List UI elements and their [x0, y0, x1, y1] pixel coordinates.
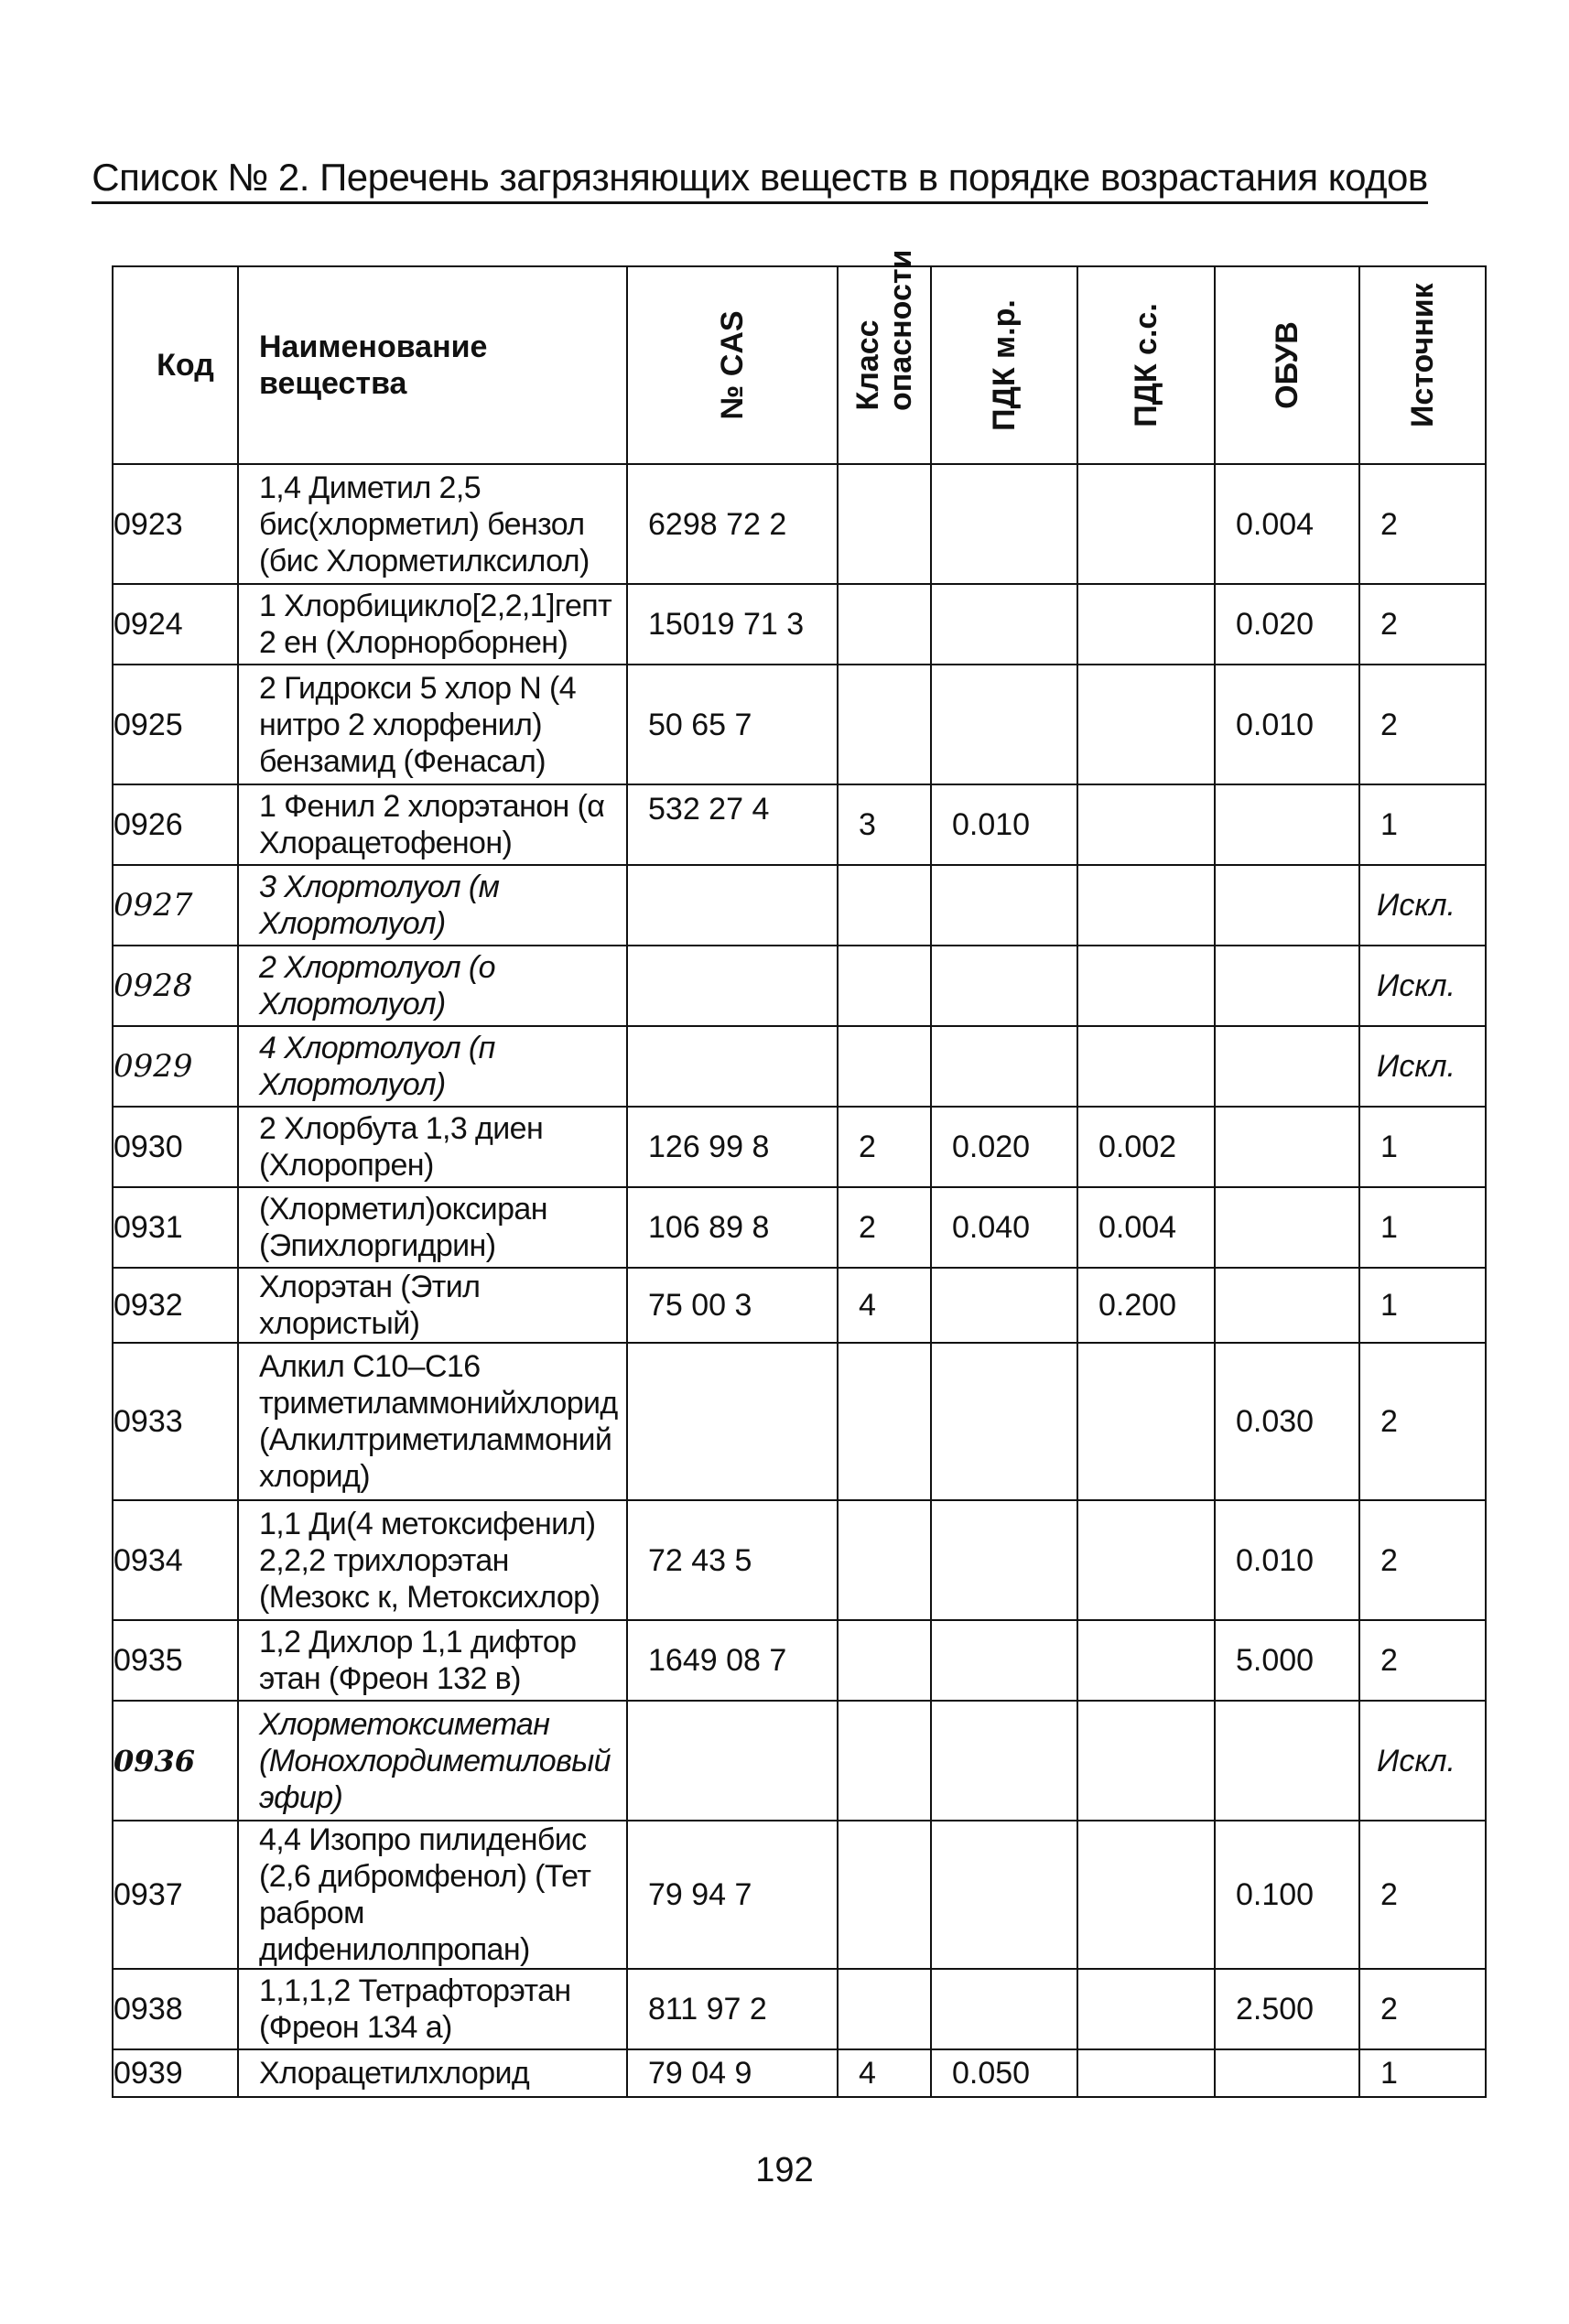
- row-source: 2: [1359, 1500, 1486, 1620]
- substances-table: [112, 249, 1487, 2098]
- row-name: 2 Хлорбута 1,3 диен (Хлоропрен): [238, 1107, 627, 1187]
- header-source-label: Источник: [1405, 283, 1440, 427]
- row-obuv: 2.500: [1215, 1969, 1359, 2049]
- row-pdk-mr: [931, 1969, 1077, 2049]
- row-code: 0932: [113, 1268, 238, 1343]
- row-code: 0938: [113, 1969, 238, 2049]
- row-source: Искл.: [1359, 865, 1486, 946]
- row-obuv: [1215, 1026, 1359, 1107]
- row-cas: 811 97 2: [627, 1969, 838, 2049]
- row-pdk-ss: 0.002: [1077, 1107, 1215, 1187]
- table-row: [113, 1821, 1486, 1969]
- row-cas: 106 89 8: [627, 1187, 838, 1268]
- row-name: 1,4 Диметил 2,5 бис(хлорметил) бензол (бис Хлорметилксилол): [238, 464, 627, 584]
- header-code: Код: [113, 266, 238, 464]
- row-name: 2 Гидрокси 5 хлор N (4 нитро 2 хлорфенил) бензамид (Фенасал): [238, 665, 627, 784]
- title-divider: [92, 201, 1428, 204]
- row-source: 1: [1359, 784, 1486, 865]
- row-pdk-ss: 0.200: [1077, 1268, 1215, 1343]
- row-code: 0939: [113, 2049, 238, 2097]
- row-pdk-ss: [1077, 1701, 1215, 1821]
- row-hazard: 4: [838, 1268, 931, 1343]
- row-obuv: 0.010: [1215, 1500, 1359, 1620]
- row-pdk-mr: [931, 1500, 1077, 1620]
- header-pdk-mr-label: ПДК м.р.: [987, 299, 1022, 431]
- row-pdk-ss: [1077, 1343, 1215, 1500]
- row-name: Хлорацетилхлорид: [238, 2049, 627, 2097]
- row-obuv: [1215, 1701, 1359, 1821]
- table-row: [113, 865, 1486, 946]
- header-hazard-label: [850, 249, 918, 411]
- row-pdk-mr: [931, 1620, 1077, 1701]
- row-source: 2: [1359, 1343, 1486, 1500]
- table-row: [113, 1701, 1486, 1821]
- row-pdk-ss: [1077, 784, 1215, 865]
- table-row: [113, 1500, 1486, 1620]
- row-hazard: 2: [838, 1187, 931, 1268]
- row-obuv: [1215, 2049, 1359, 2097]
- row-hazard: [838, 865, 931, 946]
- header-cas-label: № CAS: [715, 310, 750, 420]
- row-name: (Хлорметил)оксиран (Эпихлоргидрин): [238, 1187, 627, 1268]
- table-row: [113, 784, 1486, 865]
- row-source: 1: [1359, 2049, 1486, 2097]
- row-pdk-mr: [931, 665, 1077, 784]
- row-code: 0931: [113, 1187, 238, 1268]
- row-obuv: 5.000: [1215, 1620, 1359, 1701]
- row-cas: 126 99 8: [627, 1107, 838, 1187]
- table-row: [113, 1969, 1486, 2049]
- row-name: 2 Хлортолуол (о Хлортолуол): [238, 946, 627, 1026]
- row-pdk-mr: [931, 464, 1077, 584]
- row-hazard: 2: [838, 1107, 931, 1187]
- row-code: 0926: [113, 784, 238, 865]
- row-name: 1,1,1,2 Тетрафторэтан (Фреон 134 а): [238, 1969, 627, 2049]
- header-pdk-ss: [1077, 266, 1215, 464]
- row-source: 1: [1359, 1187, 1486, 1268]
- row-code: 0925: [113, 665, 238, 784]
- row-name: 1,1 Ди(4 метоксифенил) 2,2,2 трихлорэтан (Мезокс к, Метоксихлор): [238, 1500, 627, 1620]
- row-obuv: 0.030: [1215, 1343, 1359, 1500]
- row-cas: 1649 08 7: [627, 1620, 838, 1701]
- row-code: 0928: [113, 946, 238, 1026]
- header-source: [1359, 266, 1486, 464]
- row-hazard: [838, 665, 931, 784]
- table-row: [113, 665, 1486, 784]
- row-source: 2: [1359, 1969, 1486, 2049]
- row-code: 0937: [113, 1821, 238, 1969]
- row-obuv: 0.010: [1215, 665, 1359, 784]
- row-hazard: [838, 1026, 931, 1107]
- row-pdk-ss: [1077, 1620, 1215, 1701]
- row-pdk-ss: [1077, 1026, 1215, 1107]
- row-hazard: [838, 1620, 931, 1701]
- table-row: [113, 1268, 1486, 1343]
- row-name: Хлорэтан (Этил хлористый): [238, 1268, 627, 1343]
- row-cas: 532 27 4: [627, 784, 838, 865]
- row-source: 1: [1359, 1107, 1486, 1187]
- table-row: [113, 1187, 1486, 1268]
- table-row: [113, 584, 1486, 665]
- row-obuv: 0.020: [1215, 584, 1359, 665]
- row-pdk-ss: [1077, 1500, 1215, 1620]
- row-name: Алкил С10–С16 триметиламмонийхлорид (Алкилтриметиламмоний хлорид): [238, 1343, 627, 1500]
- table-row: [113, 1343, 1486, 1500]
- row-pdk-mr: [931, 1343, 1077, 1500]
- row-source: 2: [1359, 1821, 1486, 1969]
- row-cas: 75 00 3: [627, 1268, 838, 1343]
- row-cas: [627, 946, 838, 1026]
- row-pdk-mr: [931, 946, 1077, 1026]
- table-row: [113, 1026, 1486, 1107]
- row-source: Искл.: [1359, 1026, 1486, 1107]
- row-hazard: [838, 946, 931, 1026]
- row-pdk-ss: [1077, 665, 1215, 784]
- row-code: 0936: [113, 1701, 238, 1821]
- header-obuv-label: ОБУВ: [1270, 321, 1304, 409]
- row-pdk-ss: [1077, 2049, 1215, 2097]
- row-name: 3 Хлортолуол (м Хлортолуол): [238, 865, 627, 946]
- row-hazard: [838, 1343, 931, 1500]
- table-row: [113, 2049, 1486, 2097]
- row-cas: [627, 865, 838, 946]
- page-number: 192: [755, 2151, 814, 2189]
- row-cas: [627, 1026, 838, 1107]
- row-pdk-ss: 0.004: [1077, 1187, 1215, 1268]
- row-source: 2: [1359, 584, 1486, 665]
- row-obuv: [1215, 784, 1359, 865]
- row-cas: [627, 1343, 838, 1500]
- row-name: 4,4 Изопро пилиденбис (2,6 дибромфенол) (Тет рабром дифенилолпропан): [238, 1821, 627, 1969]
- table-row: [113, 1107, 1486, 1187]
- row-source: 2: [1359, 1620, 1486, 1701]
- row-pdk-ss: [1077, 1821, 1215, 1969]
- row-hazard: 3: [838, 784, 931, 865]
- header-obuv: [1215, 266, 1359, 464]
- row-pdk-ss: [1077, 865, 1215, 946]
- row-pdk-ss: [1077, 584, 1215, 665]
- header-name: Наименование вещества: [238, 266, 627, 464]
- row-cas: 79 04 9: [627, 2049, 838, 2097]
- header-hazard-line2: опасности: [883, 249, 918, 411]
- row-name: 4 Хлортолуол (п Хлортолуол): [238, 1026, 627, 1107]
- row-pdk-mr: 0.020: [931, 1107, 1077, 1187]
- table-row: [113, 464, 1486, 584]
- row-code: 0930: [113, 1107, 238, 1187]
- row-cas: 15019 71 3: [627, 584, 838, 665]
- row-code: 0929: [113, 1026, 238, 1107]
- row-obuv: [1215, 1107, 1359, 1187]
- row-hazard: [838, 1500, 931, 1620]
- row-name: 1,2 Дихлор 1,1 дифтор этан (Фреон 132 в): [238, 1620, 627, 1701]
- row-obuv: 0.100: [1215, 1821, 1359, 1969]
- row-source: Искл.: [1359, 946, 1486, 1026]
- row-hazard: [838, 464, 931, 584]
- row-hazard: [838, 1821, 931, 1969]
- row-cas: [627, 1701, 838, 1821]
- row-pdk-mr: [931, 1701, 1077, 1821]
- header-pdk-ss-label: ПДК с.с.: [1129, 303, 1163, 427]
- row-cas: 50 65 7: [627, 665, 838, 784]
- row-pdk-ss: [1077, 1969, 1215, 2049]
- row-source: 2: [1359, 464, 1486, 584]
- row-obuv: [1215, 1268, 1359, 1343]
- table-row: [113, 1620, 1486, 1701]
- row-pdk-ss: [1077, 946, 1215, 1026]
- row-source: 2: [1359, 665, 1486, 784]
- row-obuv: [1215, 1187, 1359, 1268]
- row-pdk-mr: 0.050: [931, 2049, 1077, 2097]
- row-source: 1: [1359, 1268, 1486, 1343]
- header-cas: [627, 266, 838, 464]
- row-pdk-mr: 0.040: [931, 1187, 1077, 1268]
- row-code: 0923: [113, 464, 238, 584]
- row-obuv: [1215, 865, 1359, 946]
- row-pdk-ss: [1077, 464, 1215, 584]
- row-hazard: 4: [838, 2049, 931, 2097]
- row-pdk-mr: [931, 1268, 1077, 1343]
- row-code: 0924: [113, 584, 238, 665]
- row-code: 0933: [113, 1343, 238, 1500]
- table-row: [113, 946, 1486, 1026]
- row-name: 1 Хлорбицикло[2,2,1]гепт 2 ен (Хлорнорборнен): [238, 584, 627, 665]
- row-obuv: [1215, 946, 1359, 1026]
- row-code: 0927: [113, 865, 238, 946]
- header-pdk-mr: [931, 266, 1077, 464]
- row-pdk-mr: [931, 1026, 1077, 1107]
- table-header-row: [113, 266, 1486, 464]
- row-pdk-mr: [931, 1821, 1077, 1969]
- row-obuv: 0.004: [1215, 464, 1359, 584]
- row-hazard: [838, 1969, 931, 2049]
- row-name: Хлорметоксиметан (Монохлордиметиловый эфир): [238, 1701, 627, 1821]
- row-source: Искл.: [1359, 1701, 1486, 1821]
- page-title: Список № 2. Перечень загрязняющих веществ в порядке возрастания кодов: [92, 156, 1428, 199]
- row-code: 0934: [113, 1500, 238, 1620]
- row-pdk-mr: 0.010: [931, 784, 1077, 865]
- row-hazard: [838, 1701, 931, 1821]
- row-name: 1 Фенил 2 хлорэтанон (α Хлорацетофенон): [238, 784, 627, 865]
- row-cas: 79 94 7: [627, 1821, 838, 1969]
- row-cas: 72 43 5: [627, 1500, 838, 1620]
- row-cas: 6298 72 2: [627, 464, 838, 584]
- header-hazard-class: [838, 249, 931, 464]
- header-hazard-line1: Класс: [850, 319, 885, 411]
- row-code: 0935: [113, 1620, 238, 1701]
- row-pdk-mr: [931, 584, 1077, 665]
- row-pdk-mr: [931, 865, 1077, 946]
- row-hazard: [838, 584, 931, 665]
